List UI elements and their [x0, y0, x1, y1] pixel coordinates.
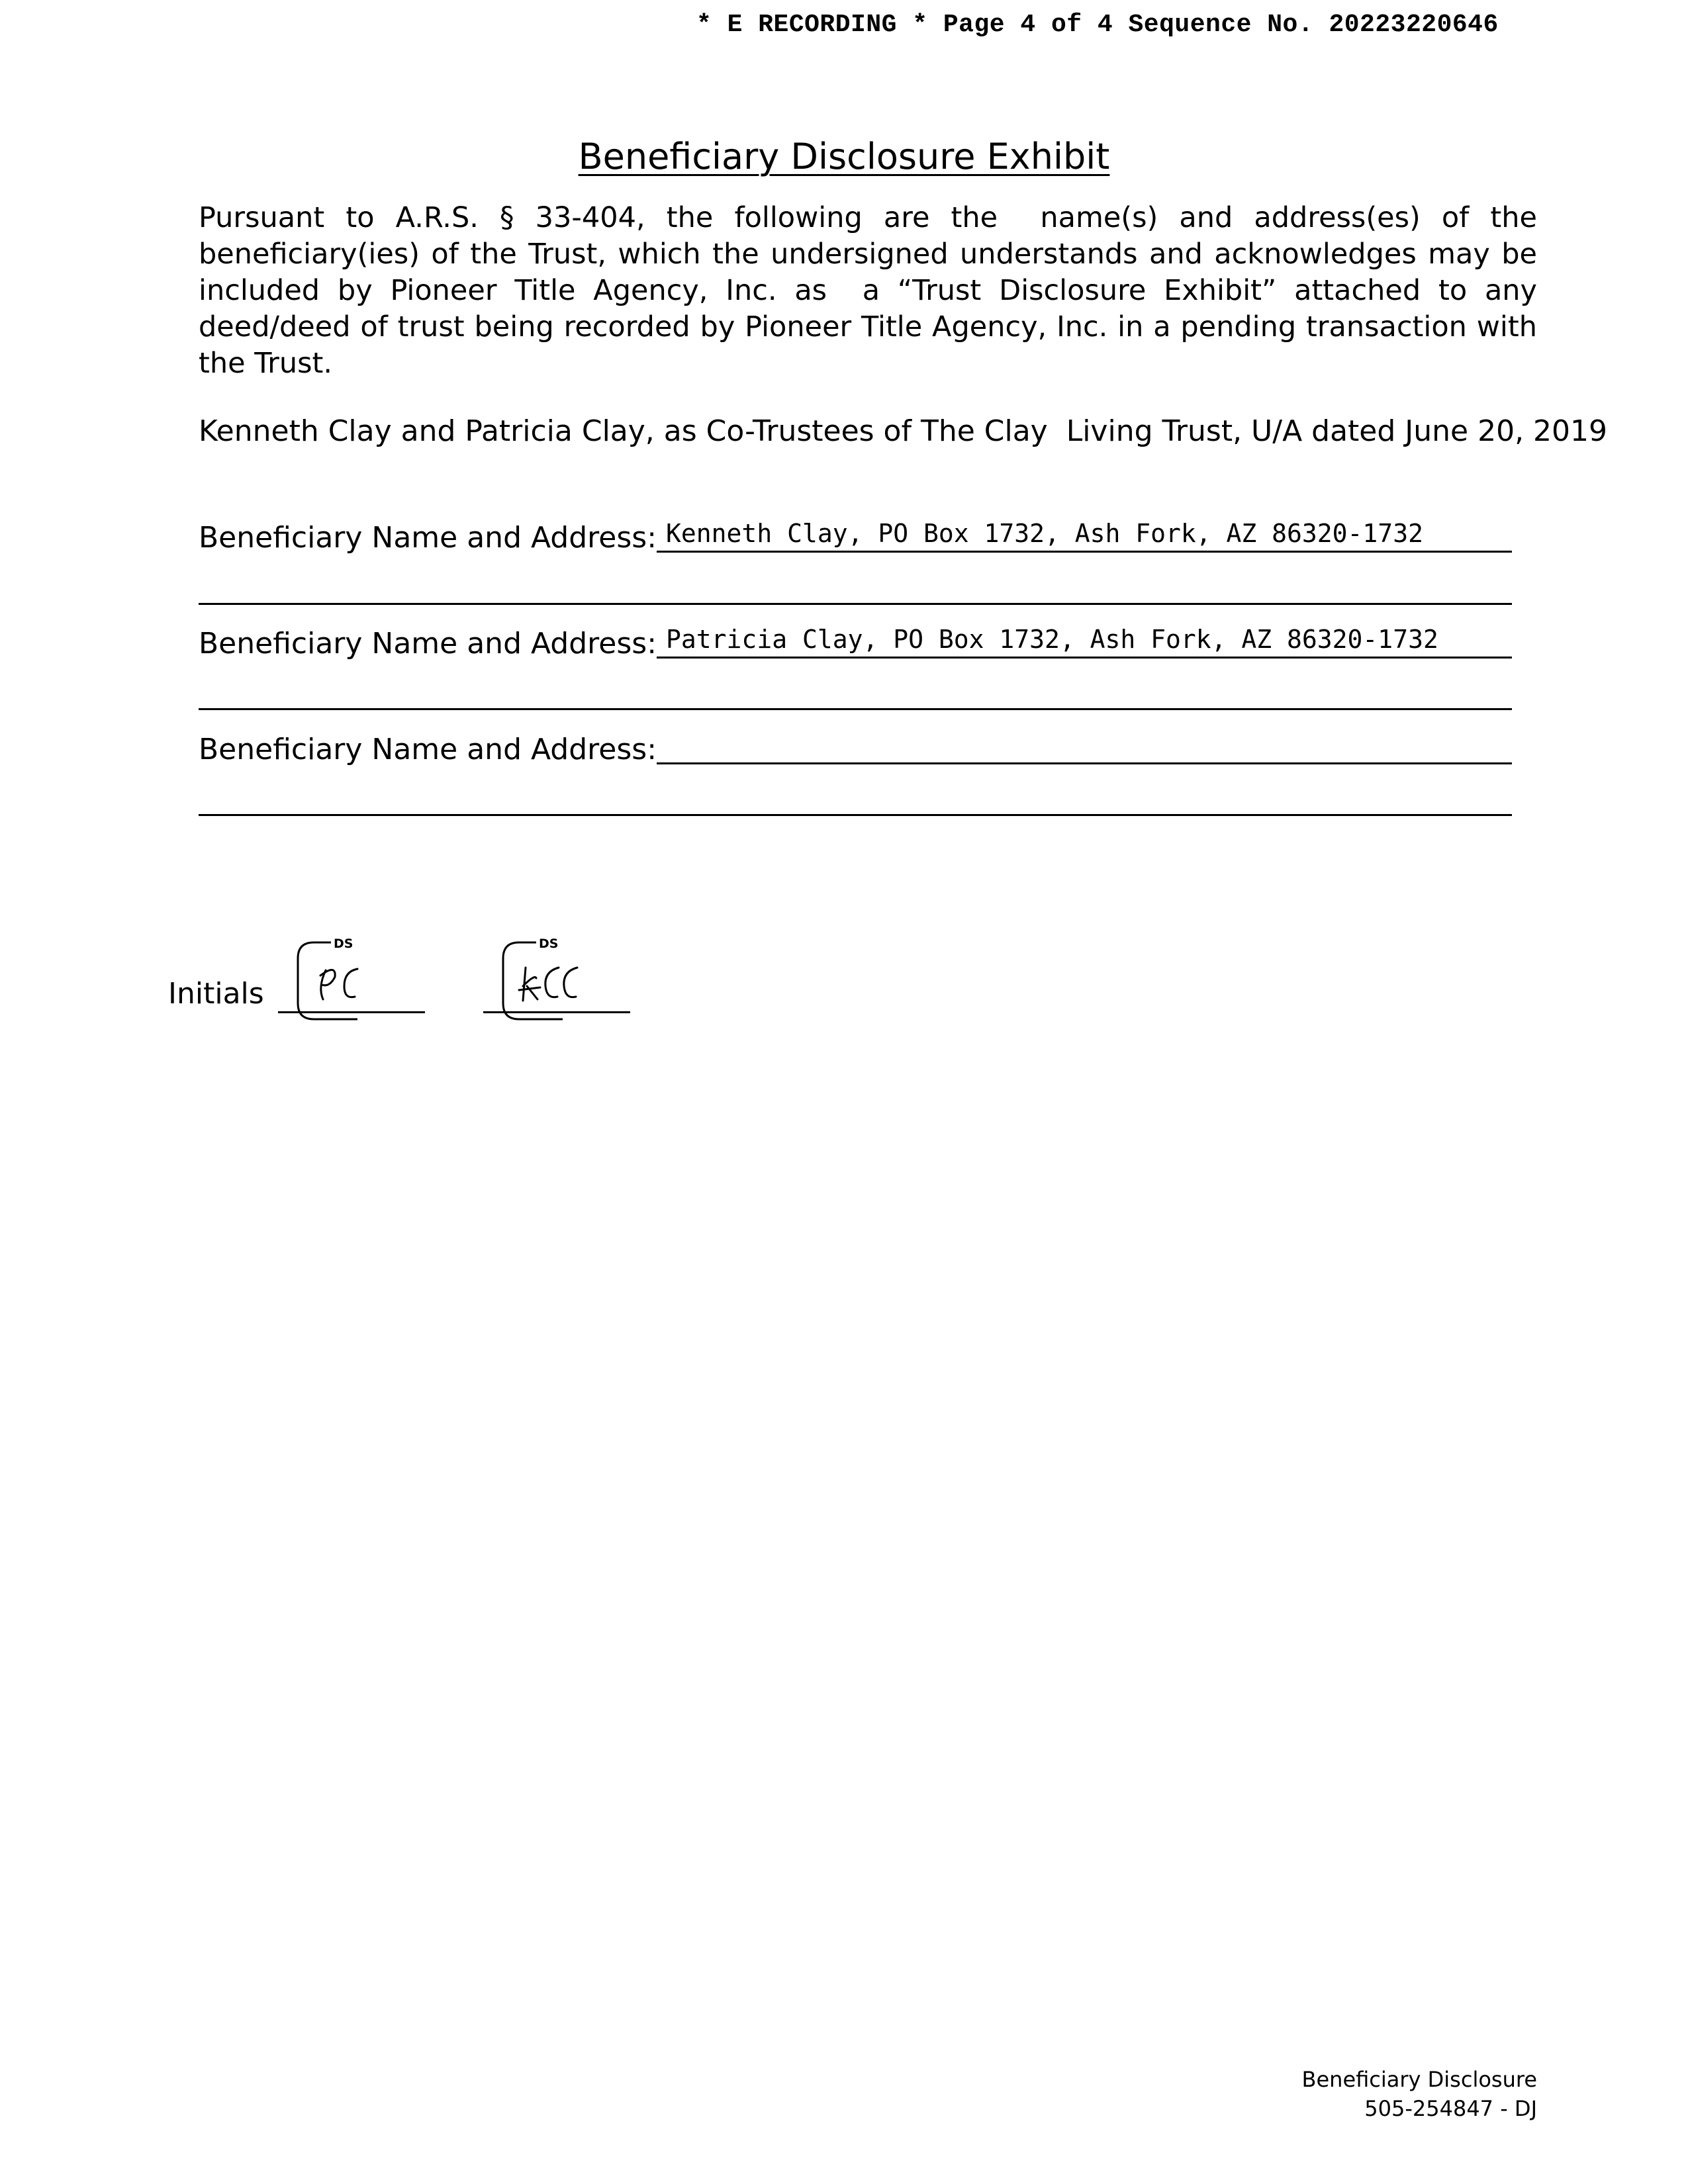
beneficiary-label: Beneficiary Name and Address:: [199, 521, 657, 555]
beneficiary-value-field[interactable]: Kenneth Clay, PO Box 1732, Ash Fork, AZ 86320-1732: [657, 516, 1512, 553]
initials-stamp-kcc[interactable]: [496, 932, 596, 1034]
beneficiary-row-2: [199, 622, 1512, 662]
beneficiary-value-field[interactable]: [657, 728, 1512, 764]
initials-label: Initials: [168, 977, 264, 1011]
beneficiary-value-field[interactable]: Patricia Clay, PO Box 1732, Ash Fork, AZ 86320-1732: [657, 622, 1512, 659]
beneficiary-row-1: [199, 516, 1512, 557]
initials-stamp-pc[interactable]: [291, 932, 391, 1034]
svg-text:DS: DS: [334, 936, 353, 951]
docusign-bracket-icon: [291, 932, 391, 1031]
page-footer: [1302, 2065, 1537, 2123]
beneficiary-continuation-line[interactable]: [199, 603, 1512, 605]
recording-header: * E RECORDING * Page 4 of 4 Sequence No. 20223220646: [696, 11, 1499, 39]
trustees-line: Kenneth Clay and Patricia Clay, as Co-Trustees of The Clay Living Trust, U/A dated June 20, 2019: [199, 414, 1608, 448]
document-title: Beneficiary Disclosure Exhibit: [578, 136, 1110, 177]
svg-text:DS: DS: [539, 936, 559, 951]
beneficiary-continuation-line[interactable]: [199, 814, 1512, 816]
beneficiary-label: Beneficiary Name and Address:: [199, 627, 657, 660]
beneficiary-label: Beneficiary Name and Address:: [199, 733, 657, 766]
beneficiary-continuation-line[interactable]: [199, 708, 1512, 710]
disclosure-paragraph: Pursuant to A.R.S. § 33-404, the following are the name(s) and address(es) of the beneficiary(ies) of the Trust, which the undersigned understands and acknowledges may be included by Pioneer Title Agency, Inc. as a “Trust Disclosure Exhibit” attached to any deed/deed of trust being recorded by Pioneer Title Agency, Inc. in a pending transaction with the Trust.: [199, 201, 1546, 380]
footer-doc-name: Beneficiary Disclosure: [1301, 2067, 1537, 2092]
beneficiary-row-3: [199, 728, 1512, 768]
docusign-bracket-icon: [496, 932, 596, 1031]
footer-file-number: 505-254847 - DJ: [1364, 2096, 1537, 2121]
